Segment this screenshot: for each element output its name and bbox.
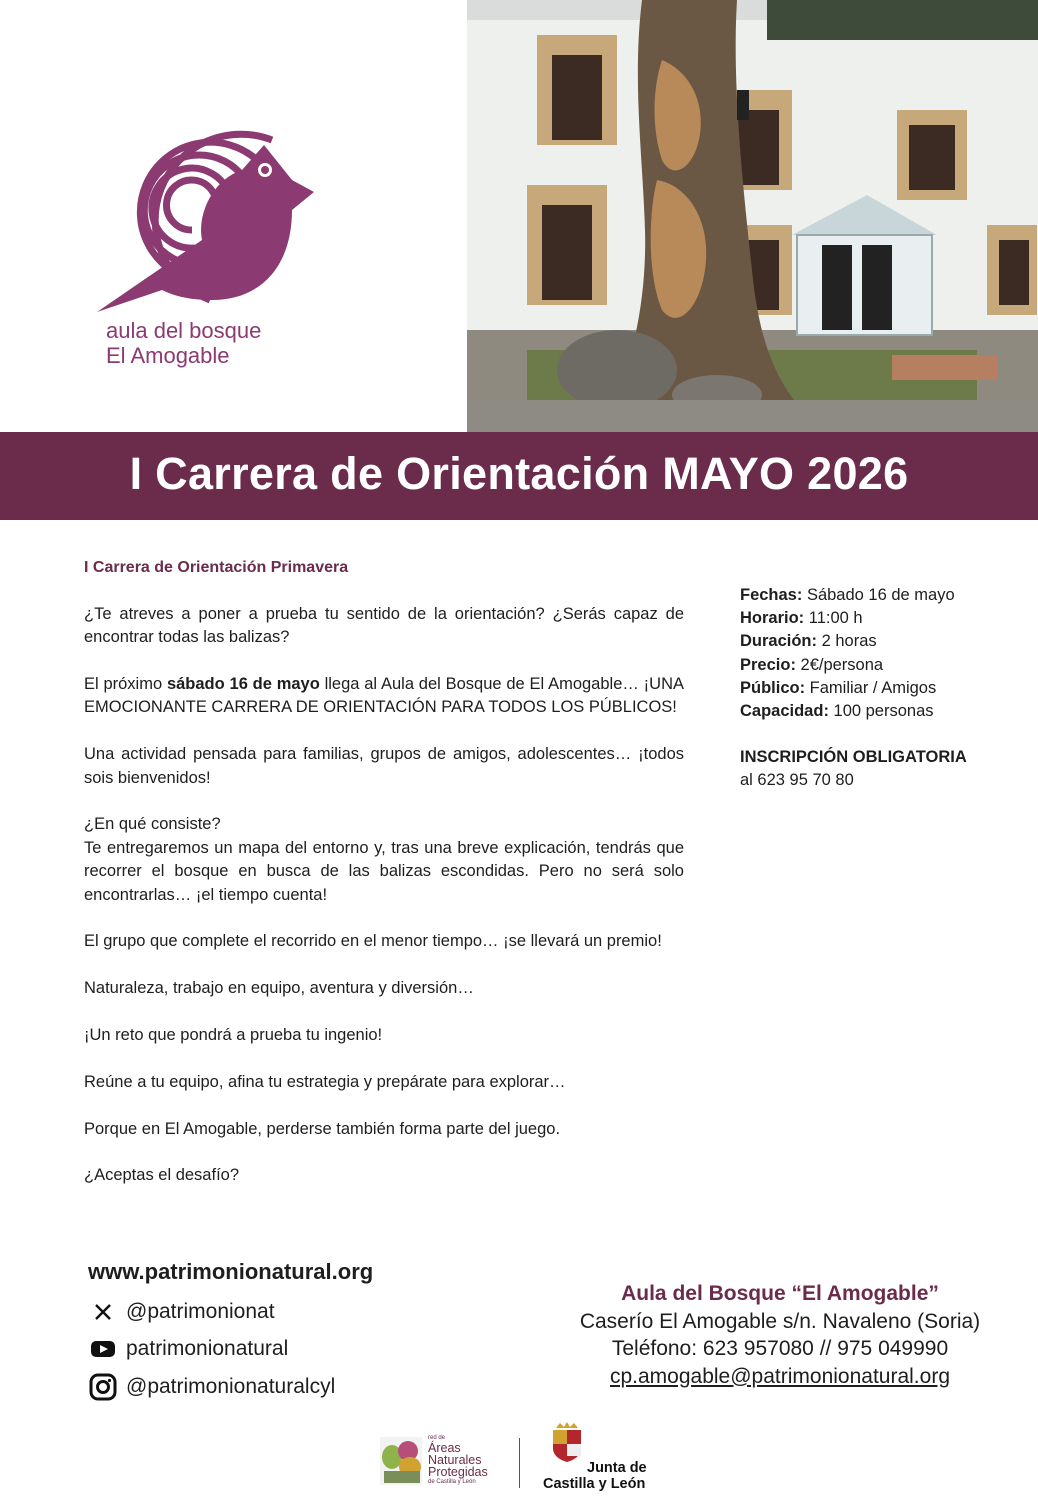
anp-logo-icon [380, 1435, 424, 1487]
anp-small-label: red de [428, 1435, 446, 1441]
anp-line-2: Naturales [428, 1453, 482, 1467]
page-title: I Carrera de Orientación MAYO 2026 [129, 448, 909, 499]
event-info [740, 584, 1010, 793]
info-horario [740, 607, 1010, 630]
info-capacidad-value: 100 personas [828, 702, 934, 721]
social-x[interactable] [88, 1297, 275, 1327]
paragraph-audience: Una actividad pensada para familias, grupos de amigos, adolescentes… ¡todos sois bienvenidos! [84, 745, 684, 787]
paragraph-intro: ¿Te atreves a poner a prueba tu sentido de la orientación? ¿Serás capaz de encontrar todas las balizas? [84, 604, 684, 647]
paragraph-nature: Naturaleza, trabajo en equipo, aventura y diversión… [84, 979, 474, 998]
social-youtube-handle: patrimonionatural [126, 1337, 289, 1360]
contact-title: Aula del Bosque “El Amogable” [621, 1282, 939, 1305]
contact-block [560, 1280, 1000, 1390]
paragraph-how-body: Te entregaremos un mapa del entorno y, tras una breve explicación, tendrás que recorrer el bosque en busca de las balizas escondidas. Pero no será solo encontrarlas… ¡el tiempo cuenta! [84, 838, 684, 904]
anp-text [428, 1435, 488, 1486]
website-link[interactable]: www.patrimonionatural.org [88, 1259, 374, 1284]
paragraph-how [84, 813, 684, 907]
description-heading: I Carrera de Orientación Primavera [84, 559, 349, 576]
info-horario-value: 11:00 h [804, 609, 863, 628]
info-precio-label: Precio: [740, 655, 796, 674]
youtube-icon [88, 1334, 118, 1364]
paragraph-how-question: ¿En qué consiste? [84, 815, 221, 834]
logo-divider [519, 1438, 520, 1488]
registration-notice: INSCRIPCIÓN OBLIGATORIA [740, 748, 967, 767]
header-logo-area [0, 0, 467, 432]
paragraph-lost: Porque en El Amogable, perderse también forma parte del juego. [84, 1119, 561, 1138]
paragraph-team: Reúne a tu equipo, afina tu estrategia y prepárate para explorar… [84, 1072, 566, 1091]
info-publico [740, 677, 1010, 700]
logo-line-1: aula del bosque [106, 318, 262, 343]
title-banner [0, 432, 1038, 520]
registration-phone: al 623 95 70 80 [740, 771, 854, 790]
paragraph-date-after: llega al Aula del Bosque de El Amogable… ¡UNA EMOCIONANTE CARRERA DE ORIENTACIÓN PARA TODOS LOS PÚBLICOS! [84, 675, 684, 717]
social-instagram[interactable] [88, 1372, 335, 1402]
info-fechas-value: Sábado 16 de mayo [802, 586, 955, 604]
info-duracion-value: 2 horas [817, 632, 877, 651]
jcyl-line-2: Castilla y León [543, 1476, 646, 1492]
logo-wordmark [106, 318, 261, 368]
contact-phones: Teléfono: 623 957080 // 975 049990 [611, 1337, 949, 1360]
info-precio [740, 654, 1010, 677]
anp-logo [380, 1435, 488, 1492]
contact-email-link[interactable]: cp.amogable@patrimonionatural.org [609, 1364, 950, 1388]
jcyl-line-1: Junta de [587, 1460, 647, 1476]
paragraph-prize: El grupo que complete el recorrido en el menor tiempo… ¡se llevará un premio! [84, 932, 662, 951]
anp-line-1: Áreas [428, 1441, 461, 1455]
instagram-icon [88, 1372, 118, 1402]
paragraph-date [84, 673, 684, 720]
info-horario-label: Horario: [740, 609, 805, 628]
bird-logo-icon [92, 100, 322, 320]
logo-line-2: El Amogable [106, 343, 230, 368]
info-duracion [740, 630, 1010, 653]
social-youtube[interactable] [88, 1334, 288, 1364]
building-photo [467, 0, 1038, 432]
social-instagram-handle: @patrimonionaturalcyl [126, 1375, 336, 1398]
info-publico-value: Familiar / Amigos [805, 678, 937, 697]
building-photo-image [467, 0, 1038, 432]
info-fechas-label: Fechas: [740, 586, 803, 604]
x-icon [88, 1297, 118, 1327]
info-duracion-label: Duración: [740, 632, 818, 651]
paragraph-date-before: El próximo [84, 675, 167, 693]
paragraph-challenge: ¡Un reto que pondrá a prueba tu ingenio! [84, 1026, 383, 1045]
paragraph-date-bold: sábado 16 de mayo [166, 675, 320, 693]
jcyl-logo-text [543, 1460, 647, 1492]
anp-line-4: de Castilla y León [428, 1479, 476, 1485]
info-precio-value: 2€/persona [795, 655, 884, 674]
anp-line-3: Protegidas [428, 1465, 488, 1479]
event-description [84, 556, 684, 1188]
info-publico-label: Público: [740, 678, 806, 697]
social-x-handle: @patrimonionat [126, 1300, 275, 1323]
info-capacidad-label: Capacidad: [740, 702, 829, 721]
info-capacidad [740, 700, 1010, 723]
contact-address: Caserío El Amogable s/n. Navaleno (Soria) [579, 1309, 981, 1333]
info-fechas [740, 584, 1010, 607]
paragraph-accept: ¿Aceptas el desafío? [84, 1166, 240, 1185]
